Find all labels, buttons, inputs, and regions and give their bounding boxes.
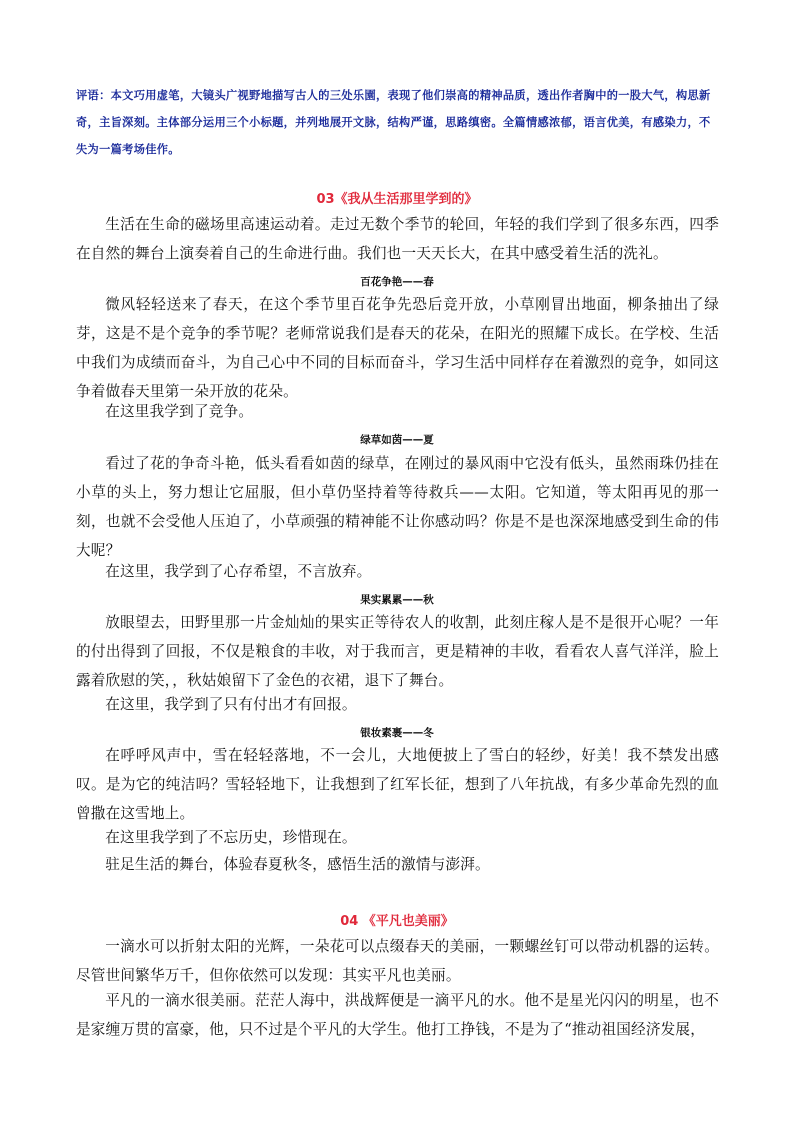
summer-paragraph: 看过了花的争奇斗艳，低头看看如茵的绿草，在刚过的暴风雨中它没有低头，虽然雨珠仍挂在小草的头上，努力想让它屈服，但小草仍坚持着等待救兵——太阳。它知道，等太阳再见的那一刻，也就不会受他人压迫了，小草顽强的精神能不让你感动吗？你是不是也深深地感受到生命的伟大呢？ <box>76 455 719 559</box>
autumn-lesson: 在这里，我学到了只有付出才有回报。 <box>105 696 357 713</box>
subheading-summer: 绿草如茵——夏 <box>360 434 434 446</box>
essay4-paragraph-1: 一滴水可以折射太阳的光辉，一朵花可以点缀春天的美丽，一颗螺丝钉可以带动机器的运转。尽管世间繁华万千，但你依然可以发现：其实平凡也美丽。 <box>76 938 719 984</box>
essay-title-04: 04 《平凡也美丽》 <box>340 914 454 929</box>
essay-title-03: 03《我从生活那里学到的》 <box>316 192 478 207</box>
winter-paragraph: 在呼呼风声中，雪在轻轻落地，不一会儿，大地便披上了雪白的轻纱，好美！我不禁发出感叹。是为它的纯洁吗？雪轻轻地下，让我想到了红军长征，想到了八年抗战，有多少革命先烈的血曾撒在这雪地上。 <box>76 747 719 822</box>
summer-lesson: 在这里，我学到了心存希望，不言放弃。 <box>105 563 372 580</box>
essay4-paragraph-2: 平凡的一滴水很美丽。茫茫人海中，洪战辉便是一滴平凡的水。他不是星光闪闪的明星，也不是家缠万贯的富豪，他，只不过是个平凡的大学生。他打工挣钱，不是为了“推动祖国经济发展， <box>76 992 719 1038</box>
essay-intro-paragraph: 生活在生命的磁场里高速运动着。走过无数个季节的轮回，年轻的我们学到了很多东西，四季在自然的舞台上演奏着自己的生命进行曲。我们也一天天长大，在其中感受着生活的洗礼。 <box>76 216 719 262</box>
subheading-autumn: 果实累累——秋 <box>360 594 434 606</box>
winter-lesson: 在这里我学到了不忘历史，珍惜现在。 <box>105 829 357 846</box>
spring-lesson: 在这里我学到了竞争。 <box>105 403 254 420</box>
subheading-winter: 银妆素裹——冬 <box>360 727 434 739</box>
autumn-paragraph: 放眼望去，田野里那一片金灿灿的果实正等待农人的收割，此刻庄稼人是不是很开心呢？一年的付出得到了回报，不仅是粮食的丰收，对于我而言，更是精神的丰收，看看农人喜气洋洋，脸上露着欣慰的笑，，秋姑娘留下了金色的衣裙，退下了舞台。 <box>76 614 719 689</box>
spring-paragraph: 微风轻轻送来了春天，在这个季节里百花争先恐后竞开放，小草刚冒出地面，柳条抽出了绿芽，这是不是个竞争的季节呢？老师常说我们是春天的花朵，在阳光的照耀下成长。在学校、生活中我们为成绩而奋斗，为自己心中不同的目标而奋斗，学习生活中同样存在着激烈的竞争，如同这争着做春天里第一朵开放的花朵。 <box>76 296 719 400</box>
subheading-spring: 百花争艳——春 <box>360 276 434 288</box>
essay-conclusion: 驻足生活的舞台，体验春夏秋冬，感悟生活的激情与澎湃。 <box>105 856 490 873</box>
comment-paragraph: 评语：本文巧用虚笔，大镜头广视野地描写古人的三处乐園，表现了他们崇高的精神品质，透出作者胸中的一股大气，构思新奇，主旨深刻。主体部分运用三个小标题，并列地展开文脉，结构严谨，思路缜密。全篇情感浓郁，语言优美，有感染力，不失为一篇考场佳作。 <box>76 89 711 156</box>
